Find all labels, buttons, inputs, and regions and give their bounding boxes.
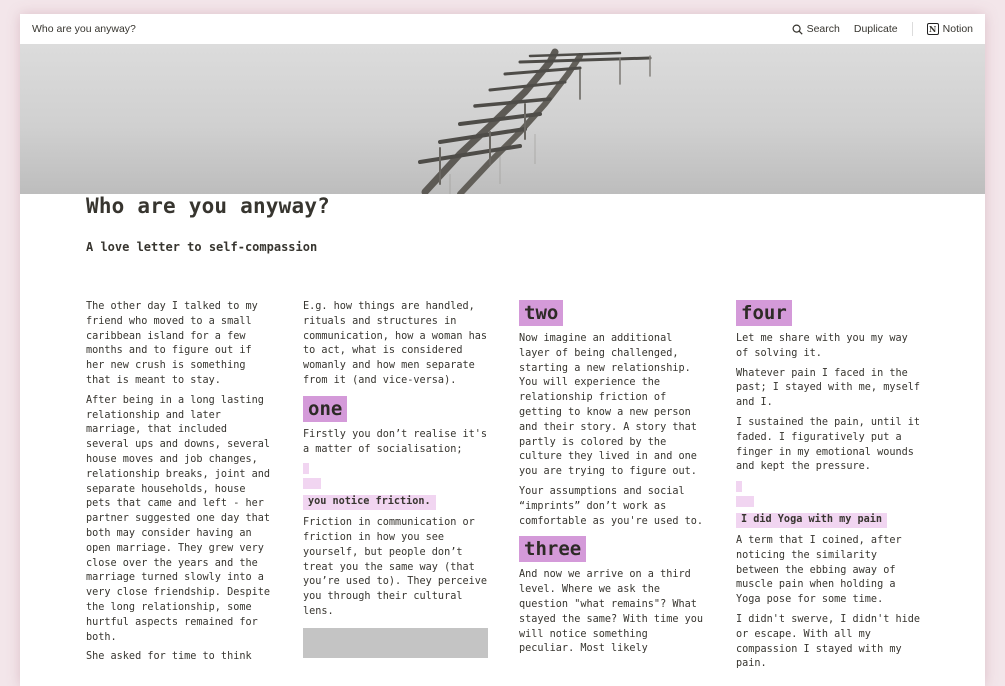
paragraph: She asked for time to think: [86, 651, 252, 663]
paragraph: Let me share with you my way of solving it.: [736, 333, 908, 359]
highlighted-text: I did Yoga with my pain: [736, 513, 887, 528]
section-heading-two: two: [519, 300, 563, 326]
paragraph: After being in a long lasting relationship and later marriage, that included several ups and downs, several house moves and job changes, relationship breaks, joint and separate households, house pets that came and left - her partner suggested one day that both may consider having an open marriage. They grew very close over the years and the marriage turned slowly into a very close friendship. Despite the long relationship, some hurtful aspects remained for both.: [86, 394, 271, 643]
column-4: [736, 300, 920, 677]
empty-highlight-block: [303, 478, 321, 489]
page-content: [86, 194, 946, 670]
column-1: [86, 300, 270, 670]
paragraph: The other day I talked to my friend who moved to a small caribbean island for a few months and to figure out if her new crush is something that is meant to stay.: [86, 301, 258, 386]
duplicate-button[interactable]: [854, 23, 898, 35]
paragraph: I sustained the pain, until it faded. I figuratively put a finger in my emotional wounds and kept the pressure.: [736, 416, 921, 473]
column-3: [519, 300, 703, 662]
search-button[interactable]: [792, 23, 840, 35]
paragraph: Firstly you don’t realise it's a matter of socialisation;: [303, 428, 488, 455]
section-heading-one: one: [303, 396, 347, 422]
notion-logo-icon: N: [927, 23, 939, 35]
paragraph: And now we arrive on a third level. Where we ask the question "what remains"? What stayed the same? With time you will notice something peculiar. Most likely: [519, 569, 704, 655]
notion-button[interactable]: [927, 23, 973, 35]
topbar-actions: [792, 22, 973, 36]
section-heading-three: three: [519, 536, 586, 562]
paragraph: Friction in communication or friction in how you see yourself, but people don’t treat you the same way (that you’re used to). They perceive you through their cultural lens.: [303, 517, 488, 617]
highlighted-text: you notice friction.: [303, 495, 436, 510]
paragraph: A term that I coined, after noticing the similarity between the ebbing away of muscle pain when holding a Yoga pose for some time.: [736, 534, 902, 606]
search-icon: [792, 24, 803, 35]
empty-highlight-block: [736, 481, 742, 492]
search-label: Search: [806, 23, 840, 35]
paragraph: Now imagine an additional layer of being challenged, starting a new relationship. You will experience the relationship friction of getting to know a new person and their story. A story that partly is colored by the culture they lived in and one you are trying to figure out.: [519, 333, 697, 478]
page-subtitle: A love letter to self-compassion: [86, 240, 318, 254]
empty-highlight-block: [736, 496, 754, 507]
topbar: [20, 14, 985, 44]
section-heading-four: four: [736, 300, 792, 326]
notion-label: Notion: [942, 23, 973, 35]
empty-highlight-block: [303, 463, 309, 474]
column-2: [303, 300, 487, 658]
divider: [912, 22, 913, 36]
paragraph: E.g. how things are handled, rituals and structures in communication, how a woman has to act, what is considered womanly and how men separate from it (and vice-versa).: [303, 301, 488, 386]
cover-image: [20, 44, 985, 194]
paragraph: Whatever pain I faced in the past; I stayed with me, myself and I.: [736, 367, 921, 409]
pier-illustration: [20, 44, 985, 194]
notion-window: [20, 14, 985, 686]
breadcrumb-page-title[interactable]: Who are you anyway?: [32, 23, 136, 35]
duplicate-label: Duplicate: [853, 23, 898, 35]
page-title: Who are you anyway?: [86, 194, 331, 218]
paragraph: Your assumptions and social “imprints” don’t work as comfortable as you're used to.: [519, 485, 704, 527]
paragraph: I didn't swerve, I didn't hide or escape. With all my compassion I stayed with my pain.: [736, 613, 921, 670]
image-block: [303, 628, 488, 658]
